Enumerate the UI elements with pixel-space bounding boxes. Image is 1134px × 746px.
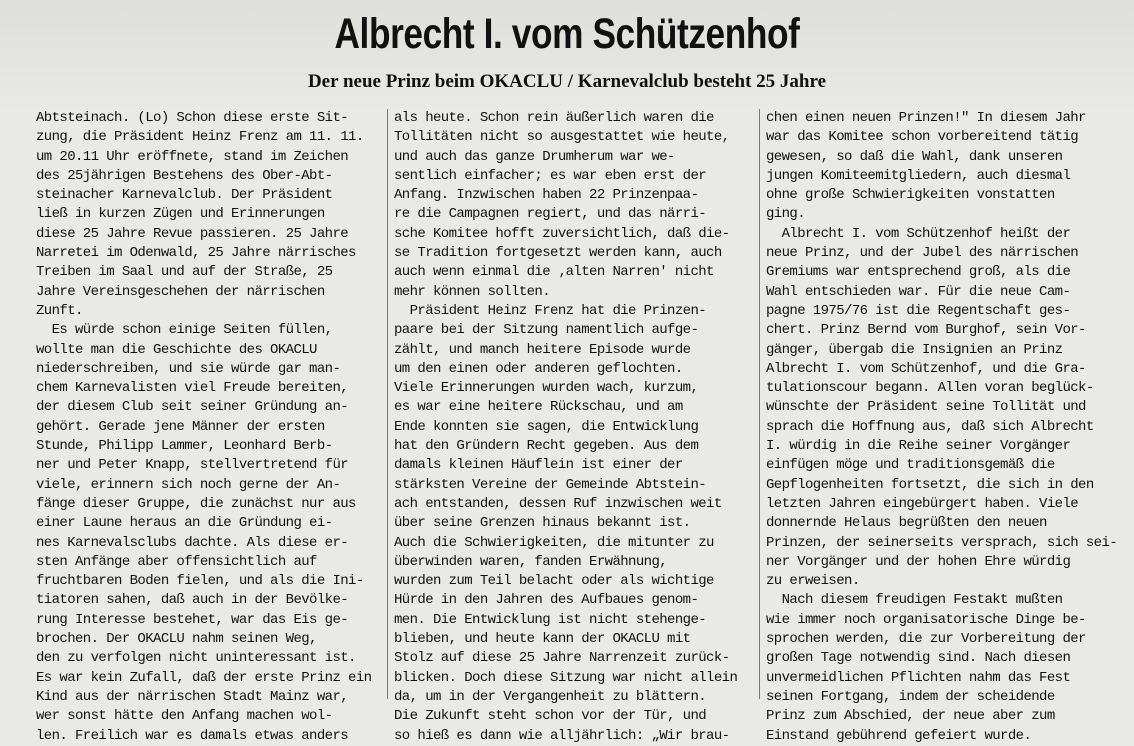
- article-column-1: Abtsteinach. (Lo) Schon diese erste Sit- zung, die Präsident Heinz Frenz am 11. 11. um 20.11 Uhr eröffnete, stand im Zeichen des 25jährigen Bestehens des Ober-Abt- steinacher Karnevalclub. Der Präsident ließ in kurzen Zügen und Erinnerungen diese 25 Jahre Revue passieren. 25 Jahre Narretei im Odenwald, 25 Jahre närrisches Treiben im Saal und auf der Straße, 25 Jahre Vereinsgeschehen der närrischen Zunft. Es würde schon einige Seiten füllen, wollte man die Geschichte des OKACLU niederschreiben, und sie würde gar man- chem Karnevalisten viel Freude bereiten, der diesem Club seit seiner Gründung an- gehört. Gerade jene Männer der ersten Stunde, Philipp Lammer, Leonhard Berb- ner und Peter Knapp, stellvertretend für viele, erinnern sich noch gerne der An- fänge dieser Gruppe, die zunächst nur aus einer Laune heraus an die Gründung ei- nes Karnevalsclubs dachte. Als diese er- sten Anfänge aber offensichtlich auf fruchtbaren Boden fielen, und als die Ini- tiatoren sahen, daß auch in der Bevölke- rung Interesse bestehet, war das Eis ge- brochen. Der OKACLU nahm seinen Weg, den zu verfolgen nicht uninteressant ist. Es war kein Zufall, daß der erste Prinz ein Kind aus der närrischen Stadt Mainz war, wer sonst hätte den Anfang machen wol- len. Freilich war es damals etwas anders: [36, 110, 372, 744]
- article-subheadline: Der neue Prinz beim OKACLU / Karnevalclub besteht 25 Jahre: [307, 71, 827, 92]
- article-column-3: chen einen neuen Prinzen!" In diesem Jahr war das Komitee schon vorbereitend tätig gewesen, so daß die Wahl, dank unseren jungen Komiteemitgliedern, auch diesmal ohne große Schwierigkeiten vonstatten ging. Albrecht I. vom Schützenhof heißt der neue Prinz, und der Jubel des närrischen Gremiums war entsprechend groß, als die Wahl entschieden war. Für die neue Cam- pagne 1975/76 ist die Regentschaft ges- chert. Prinz Bernd vom Burghof, sein Vor- gänger, übergab die Insignien an Prinz Albrecht I. vom Schützenhof, und die Gra- tulationscour begann. Allen voran beglück- wünschte der Präsident seine Tollität und sprach die Hoffnung aus, daß sich Albrecht I. würdig in die Reihe seiner Vorgänger einfügen möge und traditionsgemäß die Gepflogenheiten fortsetzt, die sich in den letzten Jahren eingebürgert haben. Viele donnernde Helaus begrüßten den neuen Prinzen, der seinerseits versprach, sich sei- ner Vorgänger und der hohen Ehre würdig zu erweisen. Nach diesem freudigen Festakt mußten wie immer noch organisatorische Dinge be- sprochen werden, die zur Vorbereitung der großen Tage notwendig sind. Nach diesen unvermeidlichen Pflichten nahm das Fest seinen Fortgang, indem der scheidende Prinz zum Abschied, der neue aber zum Einstand gebührend gefeiert wurde.: [759, 109, 1130, 699]
- article-headline: Albrecht I. vom Schützenhof: [334, 10, 800, 58]
- article-column-2: als heute. Schon rein äußerlich waren die Tollitäten nicht so ausgestattet wie heute, und auch das ganze Drumherum war we- sentlich einfacher; es war eben erst der Anfang. Inzwischen haben 22 Prinzenpaa- re die Campagnen regiert, und das närri- sche Komitee hofft zuversichtlich, daß die- se Tradition fortgesetzt werden kann, auch auch wenn einmal die ‚alten Narren' nicht mehr können sollten. Präsident Heinz Frenz hat die Prinzen- paare bei der Sitzung namentlich aufge- zählt, und manch heitere Episode wurde um den einen oder anderen geflochten. Viele Erinnerungen wurden wach, kurzum, es war eine heitere Rückschau, und am Ende konnten sie sagen, die Entwicklung hat den Gründern Recht gegeben. Aus dem damals kleinen Häuflein ist einer der stärksten Vereine der Gemeinde Abtstein- ach entstanden, dessen Ruf inzwischen weit über seine Grenzen hinaus bekannt ist. Auch die Schwierigkeiten, die mitunter zu überwinden waren, fanden Erwähnung, wurden zum Teil belacht oder als wichtige Hürde in den Jahren des Aufbaues genom- men. Die Entwicklung ist nicht stehenge- blieben, und heute kann der OKACLU mit Stolz auf diese 25 Jahre Narrenzeit zurück- blicken. Doch diese Sitzung war nicht allein da, um in der Vergangenheit zu blättern. Die Zukunft steht schon vor der Tür, und so hieß es dann wie alljährlich: „Wir brau-: [387, 109, 759, 699]
- article-body: [30, 109, 1130, 744]
